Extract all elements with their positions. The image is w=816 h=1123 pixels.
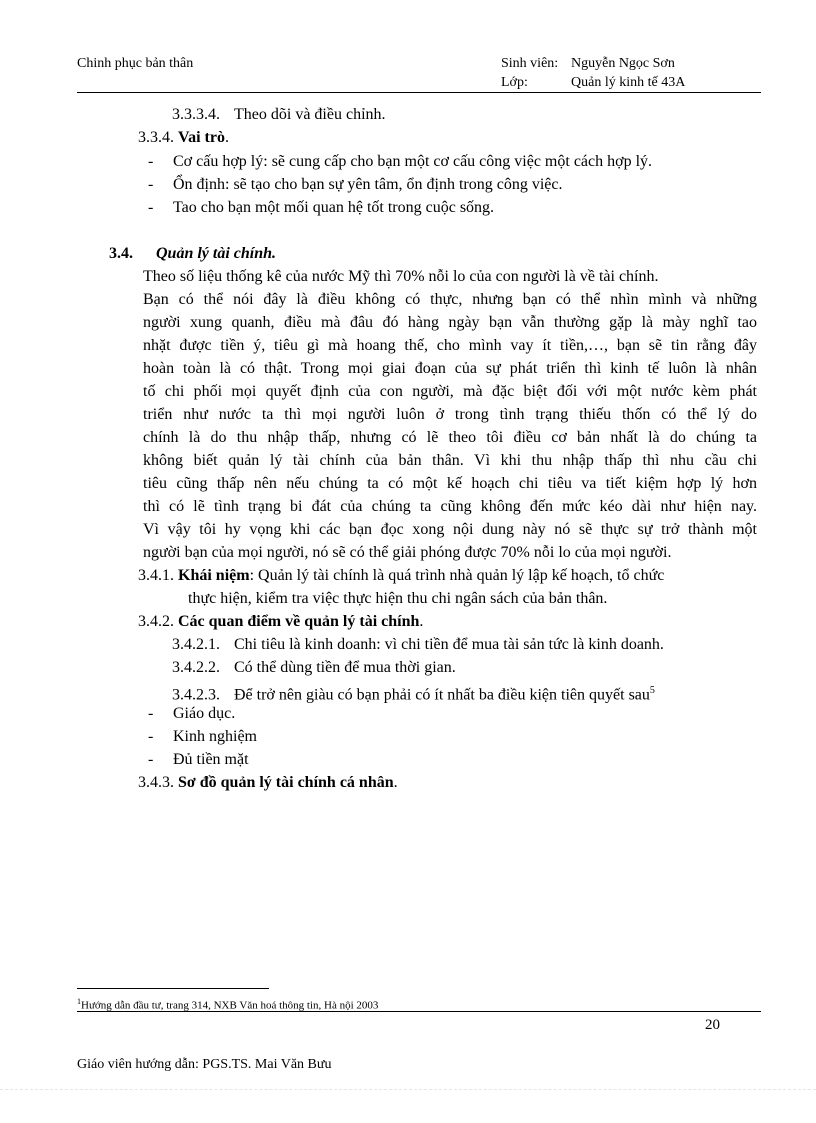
bullet-dash: -: [148, 153, 154, 170]
student-label: Sinh viên:: [501, 56, 559, 71]
footnote: [77, 995, 378, 1013]
section-text: Có thể dùng tiền để mua thời gian.: [234, 659, 456, 676]
heading-3334: [172, 105, 386, 125]
section-title: Các quan điểm về quản lý tài chính: [178, 613, 420, 630]
section-number: 3.4.1.: [138, 567, 174, 584]
header-title: Chinh phục bản thân: [77, 56, 194, 71]
heading-343: [138, 773, 398, 793]
header-rule: [77, 92, 761, 93]
list-item: Cơ cấu hợp lý: sẽ cung cấp cho bạn một cơ cấu công việc một cách hợp lý.: [173, 153, 653, 170]
paragraph-line: không biết quản lý tài chính của bản thân. Vì khi thu nhập thấp thì nhu cầu chi: [143, 452, 757, 469]
heading-3423: [172, 681, 655, 705]
list-item: Giáo dục.: [173, 705, 236, 722]
paragraph-line: Theo số liệu thống kê của nước Mỹ thì 70% nỗi lo của con người là về tài chính.: [143, 268, 659, 285]
section-number: 3.3.3.4.: [172, 106, 220, 123]
class-name: Quản lý kinh tế 43A: [571, 75, 686, 90]
student-name: Nguyễn Ngọc Sơn: [571, 56, 675, 71]
section-title: Sơ đồ quản lý tài chính cá nhân: [178, 774, 394, 791]
footnote-separator: [77, 988, 269, 989]
section-number: 3.4.2.: [138, 613, 174, 630]
paragraph-line: thì có lẽ tình trạng bi đát của chúng ta cũng không đến mức kéo dài như hiện nay.: [143, 498, 757, 515]
section-title-tail: .: [419, 613, 424, 630]
page-number: 20: [705, 1017, 720, 1033]
paragraph-line: tiêu cũng thấp nên nếu chúng ta có một kế hoạch chi tiêu va tiết kiệm hợp lý hơn: [143, 475, 757, 492]
paragraph-line: tố chi phối mọi quyết định của con người, mà đặc biệt đối với một nước kèm phát: [143, 383, 757, 400]
paragraph-line: triển như nước ta thì mọi người luôn ở trong tình trạng thiếu thốn có thể lý do: [143, 406, 757, 423]
footer-rule: [77, 1011, 761, 1012]
section-text: Chi tiêu là kinh doanh: vì chi tiền để mua tài sản tức là kinh doanh.: [234, 636, 664, 653]
section-number: 3.4.2.2.: [172, 659, 220, 676]
section-title-tail: .: [393, 774, 398, 791]
footnote-mark: 1: [77, 997, 81, 1006]
list-item: Tao cho bạn một mối quan hệ tốt trong cuộc sống.: [173, 199, 495, 216]
list-item: Ổn định: sẽ tạo cho bạn sự yên tâm, ổn định trong công việc.: [173, 176, 563, 193]
heading-3422: [172, 658, 456, 678]
page-edge: [0, 1089, 816, 1090]
section-number: 3.3.4.: [138, 129, 174, 146]
footer-advisor: Giáo viên hướng dẫn: PGS.TS. Mai Văn Bưu: [77, 1057, 332, 1072]
paragraph-line: Vì vậy tôi hy vọng khi các bạn đọc xong nội dung này nó sẽ thực sự trở thành một: [143, 521, 757, 538]
heading-334: [138, 128, 229, 148]
section-number-34: 3.4.: [109, 245, 133, 262]
bullet-dash: -: [148, 199, 154, 216]
paragraph-line: người bạn của mọi người, nó sẽ có thể giải phóng được 70% nỗi lo của mọi người.: [143, 544, 672, 561]
footnote-text: Hướng dẫn đầu tư, trang 314, NXB Văn hoá thông tin, Hà nội 2003: [81, 999, 379, 1012]
paragraph-line: hoàn toàn là có thật. Trong mọi giai đoạn của sự phát triển thì kinh tế luôn là nhân: [143, 360, 757, 377]
section-title-tail: .: [224, 129, 229, 146]
paragraph-line: chính là do thu nhập thấp, nhưng có lẽ theo tôi điều cơ bản nhất là do chúng ta: [143, 429, 757, 446]
class-label: Lớp:: [501, 75, 528, 90]
list-item: Đủ tiền mặt: [173, 751, 249, 768]
bullet-dash: -: [148, 728, 154, 745]
list-item: Kinh nghiệm: [173, 728, 257, 745]
section-number: 3.4.3.: [138, 774, 174, 791]
section-number: 3.4.2.1.: [172, 636, 220, 653]
definition-text-cont: thực hiện, kiểm tra việc thực hiện thu chi ngân sách của bản thân.: [188, 590, 608, 607]
section-number: 3.4.2.3.: [172, 686, 220, 704]
footnote-ref: 5: [649, 685, 655, 696]
heading-341: [138, 566, 664, 586]
section-title: Vai trò: [178, 129, 225, 146]
paragraph-line: Bạn có thể nói đây là điều không có thực, nhưng bạn có thể nhìn mình và những: [143, 291, 757, 308]
bullet-dash: -: [148, 705, 154, 722]
section-text: Để trở nên giàu có bạn phải có ít nhất ba điều kiện tiên quyết sau: [234, 686, 650, 704]
paragraph-line: nhặt được tiền ý, tiêu gì mà hoang thế, cho mình vay ít tiền,…, bạn sẽ tin rằng đây: [143, 337, 757, 354]
bullet-dash: -: [148, 751, 154, 768]
definition-term: Khái niệm: [178, 567, 250, 584]
definition-text: : Quản lý tài chính là quá trình nhà quản lý lập kế hoạch, tổ chức: [249, 567, 665, 584]
heading-3421: [172, 635, 664, 655]
section-title-34: Quản lý tài chính.: [156, 245, 277, 262]
paragraph-line: người xung quanh, điều mà đâu đó hàng ngày bạn vẫn thường gặp là mày nghĩ tao: [143, 314, 757, 331]
section-text: Theo dõi và điều chỉnh.: [234, 106, 386, 123]
bullet-dash: -: [148, 176, 154, 193]
heading-342: [138, 612, 423, 632]
